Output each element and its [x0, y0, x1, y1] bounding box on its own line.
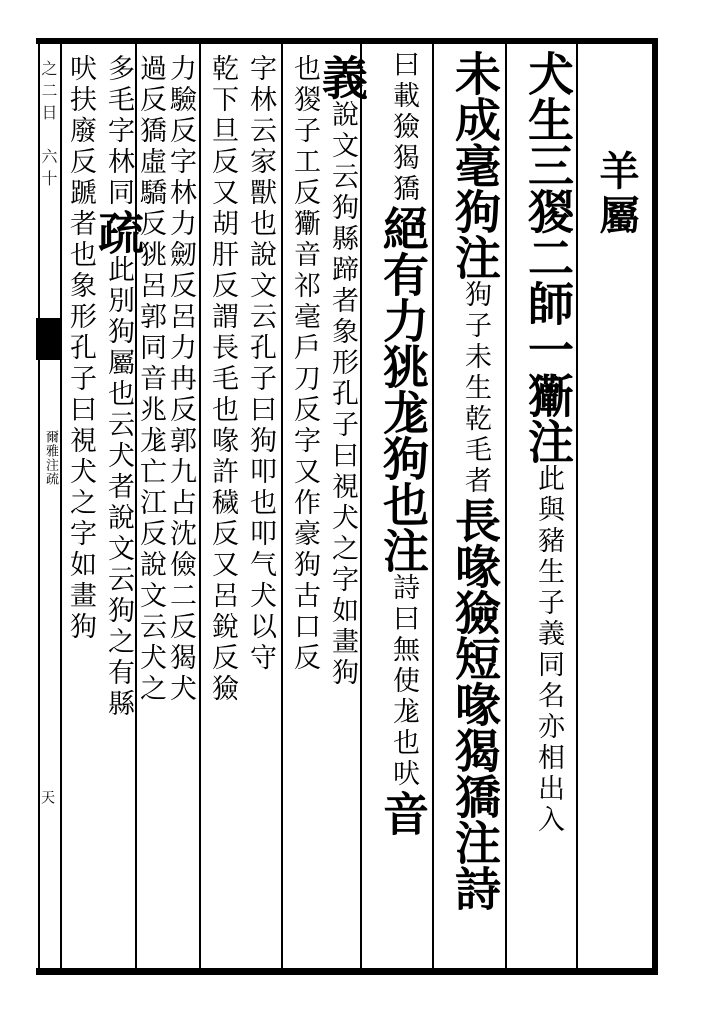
commentary-line — [315, 54, 369, 960]
bottom-border — [36, 968, 658, 975]
column-rule — [199, 44, 201, 968]
main-text: 犬生三猣二師一玂注 — [521, 50, 575, 464]
text-column-2 — [437, 50, 501, 962]
commentary-text: 曰載獫猲獢 — [388, 50, 419, 205]
right-border — [652, 38, 658, 975]
commentary-text: 此別狗屬也云犬者說文云狗之有縣 — [103, 255, 134, 720]
commentary-line: 乾下旦反又胡肝反謂長毛也喙許穢反又呂銳反獫 — [207, 54, 238, 705]
gutter-book-title: 爾雅注疏 — [43, 430, 58, 486]
commentary-text: 狗子未生乾毛者 — [460, 280, 491, 497]
column-rule — [360, 44, 362, 968]
gutter-fragments: 之二日 六十 — [39, 60, 58, 192]
commentary-column-1 — [284, 54, 369, 960]
main-text: 未成毫狗注 — [448, 50, 502, 280]
main-text: 長喙獫短喙猲獢注詩 — [448, 497, 502, 911]
top-border — [36, 38, 658, 44]
commentary-line — [62, 54, 98, 960]
commentary-column-2 — [202, 54, 278, 960]
commentary-text: 蹏者也象形孔子曰視犬之字如畫狗 — [65, 178, 96, 643]
commentary-column-4 — [91, 54, 145, 960]
commentary-text: 多毛字林同 — [103, 54, 134, 209]
commentary-column-3 — [135, 54, 198, 960]
commentary-line: 也猣子工反玂音祁毫戶刀反字又作豪狗古口反 — [289, 54, 320, 674]
column-rule — [505, 44, 507, 968]
commentary-column-5 — [62, 54, 98, 960]
shu-marker: 疏 — [91, 209, 145, 255]
column-rule — [432, 44, 434, 968]
gutter-fish-tail — [36, 318, 60, 360]
commentary-line: 過反獢虛驕反狣呂郭同音兆尨亡江反說文云犬之 — [135, 54, 166, 705]
commentary-text: 詩曰無使尨也吠 — [388, 573, 419, 790]
text-column-1 — [510, 50, 574, 962]
commentary-line — [91, 54, 145, 960]
text-column-3 — [365, 50, 429, 962]
column-rule — [281, 44, 283, 968]
commentary-text: 吠扶廢反 — [65, 54, 96, 178]
commentary-line: 字林云家獸也說文云孔子曰狗叩也叩气犬以守 — [245, 54, 276, 674]
section-heading: 羊屬 — [593, 150, 640, 238]
commentary-text: 此與豬生子義同名亦相出入 — [533, 464, 564, 836]
main-text: 音 — [376, 790, 430, 836]
commentary-text: 說文云狗縣蹄者象形孔子曰視犬之字如畫狗 — [327, 100, 358, 689]
gutter-leaf-mark: 天 — [39, 790, 55, 804]
column-rule — [576, 44, 578, 968]
commentary-line: 力驗反字林力劒反呂力冉反郭九占沈儉二反猲犬 — [165, 54, 196, 705]
main-text: 絕有力狣尨狗也注 — [376, 205, 430, 573]
yinyi-marker: 義 — [315, 54, 369, 100]
